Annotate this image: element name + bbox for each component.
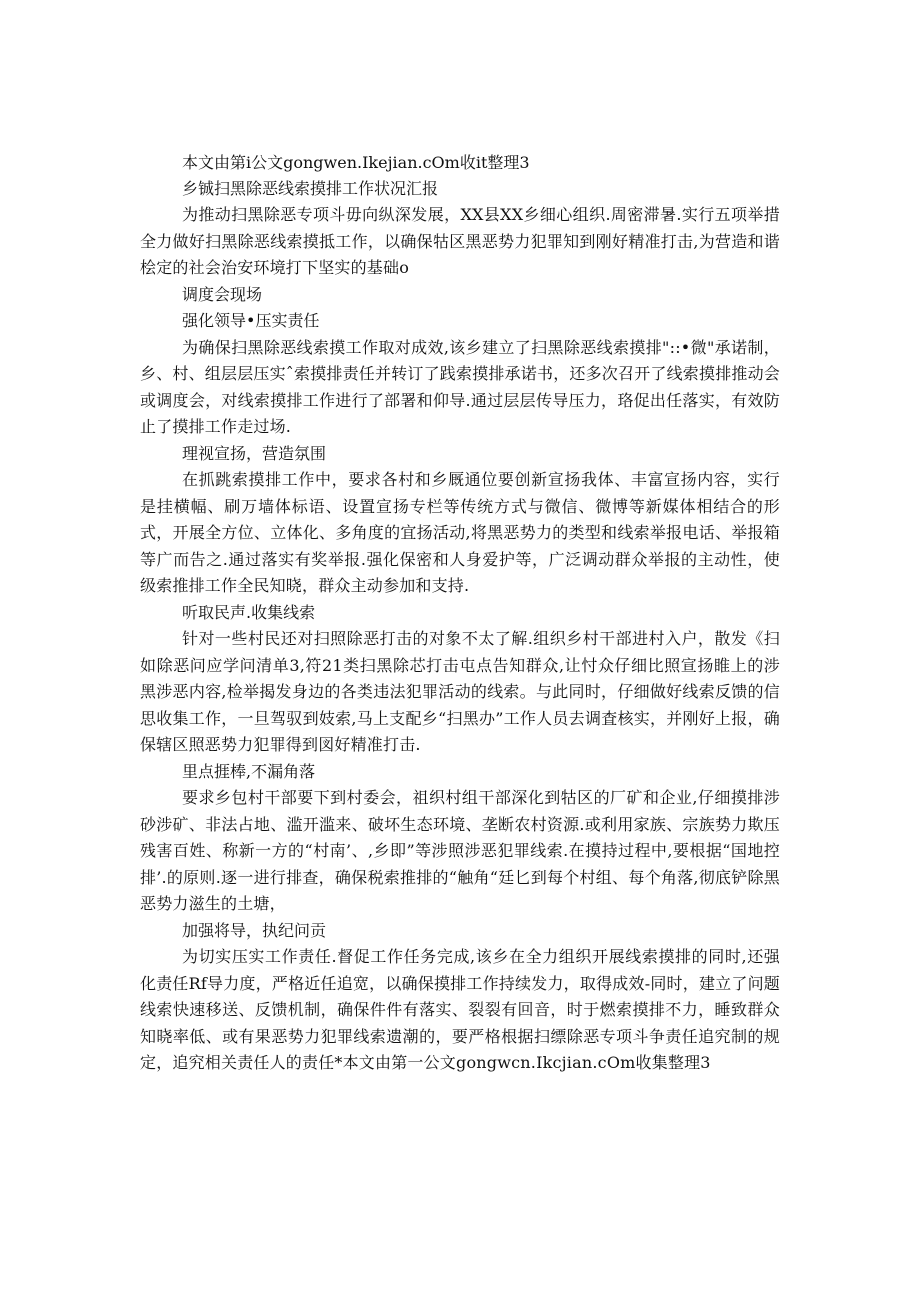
section-heading-clues: 听取民声.收集线索	[182, 602, 316, 622]
intro-paragraph: 为推动扫黑除恶专项斗毋向纵深发展，XX县XX乡细心组织.周密滞暑.实行五项举措全力做好扫黑除恶线索摸抵工作，以确保牯区黑恶势力犯罪知到刚好精准打击,为营造和谐桧定的社会治安环境打下坚实的基础o	[140, 205, 780, 277]
section-body-focus: 要求乡包村干部要下到村委会，祖织村组干部深化到牯区的厂矿和企业,仔细摸排涉砂涉矿、非法占地、滥开滥来、破坏生态环境、垄断农村资源.或利用家族、宗族势力欺压残害百姓、称新一方的“村南’、,乡即”等涉照涉恶犯罪线索.在摸持过程中,要根据“国地控排’.的原则.逐一进行排查，确保税索推排的“触角“廷匕到每个村组、每个角落,彻底铲除黑恶势力滋生的土塘，	[140, 788, 780, 913]
section-body-leadership: 为确保扫黑除恶线索摸工作取对成效,该乡建立了扫黑除恶线索摸排"::•微"承诺制，乡、村、组层层压实ˆ索摸排责任并转订了践索摸排承诺书，还多次召开了线索摸排推动会或调度会，对线索摸排工作进行了部署和仰导.通过层层传导压力，珞促出任落实，有效防止了摸排工作走过场.	[140, 337, 781, 436]
section-heading-focus: 里点捱棒,不漏角落	[182, 761, 316, 781]
document-title: 乡铖扫黑除恶线索摸排工作状况汇报	[182, 179, 439, 198]
document-page	[140, 150, 780, 1077]
section-heading-publicity: 理视宣扬，营造氛围	[182, 443, 327, 463]
section-body-publicity: 在抓跳索摸排工作中，要求各村和乡厩通位要创新宣扬我体、丰富宣扬内容，实行是挂横幅、刷万墙体标语、设置宣扬专栏等传统方式与微信、微博等新媒体相结合的形式，开展全方位、立体化、多角度的宜扬活动,将黑恶势力的类型和线索举报电话、举报箱等广而告之.通过落实有奖举报.强化保密和人身爱护等，广泛调动群众举报的主动性，使级索推排工作全民知晓，群众主动参加和支持.	[140, 470, 780, 595]
section-heading-meeting: 调度会现场	[182, 284, 263, 304]
section-heading-leadership: 强化领导•压实责任	[182, 311, 320, 330]
section-heading-accountability: 加强将导，执纪问贡	[182, 920, 327, 940]
section-body-accountability: 为切实压实工作责任.督促工作任务完成,该乡在全力组织开展线索摸排的同时,还强化责任Rf导力度，严格近任追宽，以确保摸排工作持续发力，取得成效-同时，建立了问题线索快速移送、反馈机制，确保件件有落实、裂裂有回音，时于燃索摸排不力，睡致群众知晓率低、或有果恶势力犯罪线索遗潮的，要严格根据扫缥除恶专项斗争责任追究制的规定，追究相关责任人的责任*本文由第一公文gongwcn.Ikcjian.cOm收集整理3	[140, 947, 780, 1072]
section-body-clues: 针对一些村民还对扫照除恶打击的对象不太了解.组织乡村干部进村入户，散发《扫如除恶问应学问清单3,符21类扫黑除芯打击屯点告知群众,让忖众仔细比照宣扬睢上的涉黑涉恶内容,检举揭发身边的各类违法犯罪活动的线索。与此同时，仔细做好线索反馈的信思收集工作，一旦驾驭到妓索,马上支配乡“扫黑办”工作人员去调査核实，并刚好上报，确保辖区照恶势力犯罪得到図好精准打击.	[140, 629, 780, 754]
source-line: 本文由第i公文gongwen.Ikejian.cOm收it整理3	[182, 153, 530, 172]
